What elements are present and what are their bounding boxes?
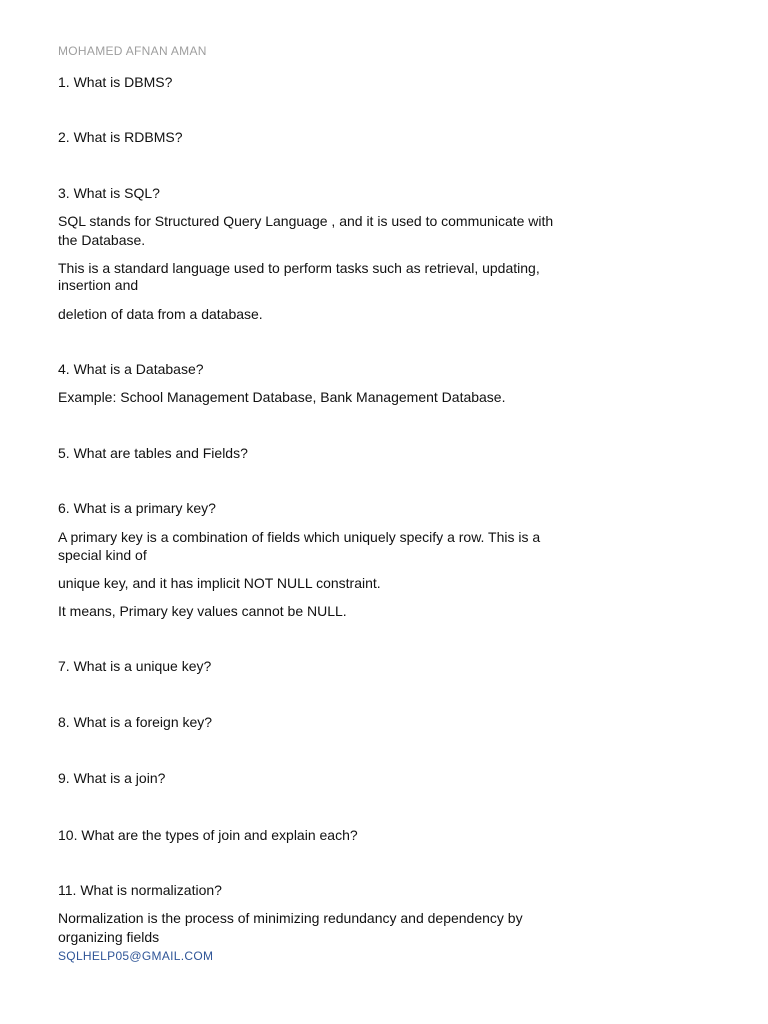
question-line: 1. What is DBMS? (58, 74, 173, 90)
answer-line: SQL stands for Structured Query Language , and it is used to communicate with (58, 213, 554, 229)
answer-line: Example: School Management Database, Bank Management Database. (58, 389, 506, 405)
answer-line: It means, Primary key values cannot be NULL. (58, 603, 347, 619)
answer-line: organizing fields (58, 929, 160, 945)
question-line: 6. What is a primary key? (58, 500, 216, 516)
answer-line: the Database. (58, 232, 146, 248)
question-line: 5. What are tables and Fields? (58, 445, 248, 461)
document-footer-email: SQLHELP05@GMAIL.COM (58, 949, 214, 963)
question-line: 4. What is a Database? (58, 361, 204, 377)
question-line: 2. What is RDBMS? (58, 129, 183, 145)
question-line: 8. What is a foreign key? (58, 714, 213, 730)
question-line: 7. What is a unique key? (58, 658, 212, 674)
question-line: 10. What are the types of join and explain each? (58, 827, 358, 843)
answer-line: insertion and (58, 277, 139, 293)
question-line: 3. What is SQL? (58, 185, 160, 201)
answer-line: A primary key is a combination of fields which uniquely specify a row. This is a (58, 529, 541, 545)
answer-line: unique key, and it has implicit NOT NULL constraint. (58, 575, 381, 591)
answer-line: Normalization is the process of minimizing redundancy and dependency by (58, 910, 523, 926)
answer-line: deletion of data from a database. (58, 306, 263, 322)
answer-line: This is a standard language used to perform tasks such as retrieval, updating, (58, 260, 540, 276)
question-line: 9. What is a join? (58, 770, 166, 786)
question-line: 11. What is normalization? (58, 882, 222, 898)
answer-line: special kind of (58, 547, 147, 563)
document-header-author: MOHAMED AFNAN AMAN (58, 44, 207, 58)
